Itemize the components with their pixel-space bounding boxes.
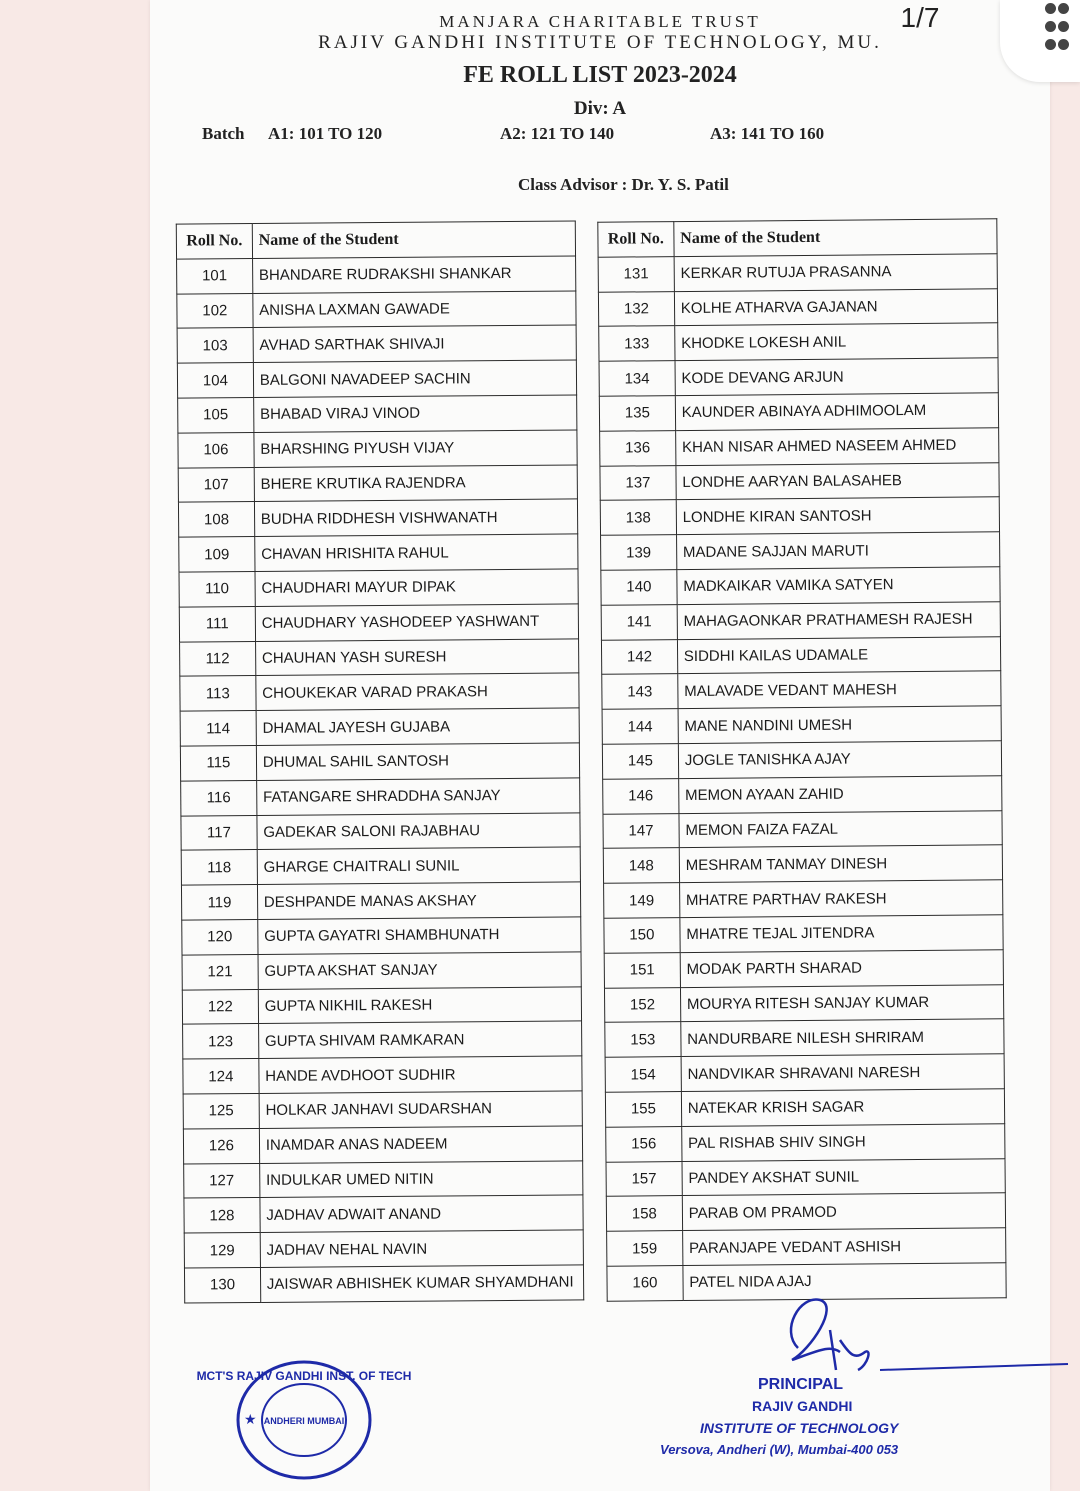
roll-number: 147 — [603, 813, 679, 848]
student-name: BHABAD VIRAJ VINOD — [253, 395, 576, 432]
table-row — [601, 532, 1000, 570]
student-name: KHAN NISAR AHMED NASEEM AHMED — [675, 428, 998, 466]
roll-number: 106 — [178, 432, 254, 467]
roll-number: 101 — [177, 258, 253, 293]
student-name: BUDHA RIDDHESH VISHWANATH — [254, 499, 577, 536]
star-icon: ★ — [244, 1411, 257, 1427]
table-row — [605, 1054, 1004, 1092]
table-row — [178, 499, 577, 537]
table-row — [601, 602, 1000, 640]
roll-number: 137 — [600, 465, 676, 500]
roll-number: 146 — [603, 778, 679, 813]
batch-a3: A3: 141 TO 160 — [710, 124, 825, 143]
student-name: CHAUDHARI MAYUR DIPAK — [255, 569, 578, 606]
roll-number: 113 — [180, 676, 256, 711]
student-name: BHERE KRUTIKA RAJENDRA — [254, 465, 577, 502]
table-row — [181, 812, 580, 850]
roll-number: 104 — [177, 363, 253, 398]
table-header-row — [176, 221, 575, 259]
roll-number: 160 — [607, 1265, 683, 1300]
table-row — [178, 395, 577, 433]
roll-number: 152 — [604, 987, 680, 1022]
roll-number: 125 — [183, 1093, 259, 1128]
roll-number: 149 — [604, 883, 680, 918]
batch-a2: A2: 121 TO 140 — [500, 124, 615, 143]
roll-number: 158 — [606, 1196, 682, 1231]
batch-label: Batch — [202, 124, 245, 143]
roll-number: 156 — [606, 1126, 682, 1161]
student-name: GUPTA SHIVAM RAMKARAN — [258, 1021, 581, 1058]
roll-number: 107 — [178, 467, 254, 502]
roll-number: 131 — [598, 256, 674, 291]
header-student-name: Name of the Student — [252, 221, 575, 258]
student-name: ANISHA LAXMAN GAWADE — [253, 291, 576, 328]
table-row — [603, 845, 1002, 883]
table-row — [606, 1193, 1005, 1231]
student-name: PARAB OM PRAMOD — [682, 1193, 1005, 1231]
roll-number: 133 — [599, 326, 675, 361]
student-name: NANDVIKAR SHRAVANI NARESH — [681, 1054, 1004, 1092]
student-name: BHARSHING PIYUSH VIJAY — [254, 430, 577, 467]
student-name: INAMDAR ANAS NADEEM — [259, 1126, 582, 1163]
student-name: BHANDARE RUDRAKSHI SHANKAR — [252, 256, 575, 293]
table-row — [606, 1158, 1005, 1196]
student-name: PANDEY AKSHAT SUNIL — [682, 1158, 1005, 1196]
roll-number: 127 — [184, 1163, 260, 1198]
table-row — [181, 847, 580, 885]
student-name: JOGLE TANISHKA AJAY — [678, 741, 1001, 779]
table-row — [177, 291, 576, 329]
roll-number: 128 — [184, 1198, 260, 1233]
stamp-line-2: RAJIV GANDHI — [752, 1398, 853, 1414]
roll-number: 117 — [181, 815, 257, 850]
roll-number: 116 — [181, 780, 257, 815]
table-row — [177, 360, 576, 398]
roll-number: 143 — [602, 674, 678, 709]
student-name: AVHAD SARTHAK SHIVAJI — [253, 325, 576, 362]
table-row — [606, 1123, 1005, 1161]
roll-number: 118 — [181, 850, 257, 885]
table-row — [183, 1126, 582, 1164]
student-name: MEMON FAIZA FAZAL — [679, 810, 1002, 848]
table-row — [598, 254, 997, 292]
student-name: MHATRE TEJAL JITENDRA — [680, 915, 1003, 953]
institute-name: RAJIV GANDHI INSTITUTE OF TECHNOLOGY, MU. — [318, 32, 882, 53]
student-name: CHAUDHARY YASHODEEP YASHWANT — [255, 604, 578, 641]
table-row — [182, 952, 581, 990]
student-name: KAUNDER ABINAYA ADHIMOOLAM — [675, 393, 998, 431]
table-row — [182, 917, 581, 955]
table-row — [604, 949, 1003, 987]
student-name: MODAK PARTH SHARAD — [680, 949, 1003, 987]
student-name: MEMON AYAAN ZAHID — [678, 776, 1001, 814]
table-row — [184, 1265, 583, 1303]
table-row — [602, 741, 1001, 779]
table-row — [182, 986, 581, 1024]
roll-number: 103 — [177, 328, 253, 363]
table-row — [601, 567, 1000, 605]
roll-table-right — [597, 218, 1006, 1301]
table-row — [183, 1056, 582, 1094]
table-row — [599, 358, 998, 396]
student-name: NATEKAR KRISH SAGAR — [681, 1089, 1004, 1127]
page-indicator: 1/7 — [900, 2, 940, 33]
table-row — [184, 1160, 583, 1198]
roll-number: 135 — [599, 396, 675, 431]
roll-number: 112 — [180, 641, 256, 676]
batch-a1: A1: 101 TO 120 — [268, 124, 383, 143]
table-row — [181, 882, 580, 920]
student-name: DESHPANDE MANAS AKSHAY — [257, 882, 580, 919]
table-row — [180, 673, 579, 711]
roll-number: 108 — [178, 502, 254, 537]
student-name: MAHAGAONKAR PRATHAMESH RAJESH — [677, 602, 1000, 640]
roll-number: 122 — [182, 989, 258, 1024]
student-name: HOLKAR JANHAVI SUDARSHAN — [259, 1091, 582, 1128]
student-name: FATANGARE SHRADDHA SANJAY — [256, 778, 579, 815]
student-name: CHAUHAN YASH SURESH — [255, 638, 578, 675]
roll-number: 124 — [183, 1059, 259, 1094]
student-name: INDULKAR UMED NITIN — [259, 1160, 582, 1197]
seal-center-text: ANDHERI MUMBAI — [263, 1416, 345, 1426]
stamp-line-3: INSTITUTE OF TECHNOLOGY — [700, 1420, 899, 1436]
student-name: MANE NANDINI UMESH — [678, 706, 1001, 744]
student-name: PATEL NIDA AJAJ — [683, 1263, 1006, 1301]
roll-number: 153 — [605, 1022, 681, 1057]
roll-number: 155 — [605, 1091, 681, 1126]
roll-number: 136 — [600, 430, 676, 465]
roll-number: 114 — [180, 711, 256, 746]
table-row — [181, 778, 580, 816]
student-name: JADHAV ADWAIT ANAND — [260, 1195, 583, 1232]
division-label: Div: A — [573, 98, 627, 119]
table-row — [605, 1089, 1004, 1127]
roll-number: 102 — [177, 293, 253, 328]
table-row — [177, 325, 576, 363]
roll-number: 139 — [601, 535, 677, 570]
table-row — [179, 569, 578, 607]
table-row — [177, 256, 576, 294]
table-row — [183, 1021, 582, 1059]
student-name: CHOUKEKAR VARAD PRAKASH — [256, 673, 579, 710]
roll-table-left — [176, 220, 584, 1303]
student-name: KOLHE ATHARVA GAJANAN — [674, 288, 997, 326]
roll-number: 150 — [604, 918, 680, 953]
grid-dots-icon — [1044, 2, 1072, 56]
table-row — [607, 1228, 1006, 1266]
table-row — [179, 604, 578, 642]
student-name: PARANJAPE VEDANT ASHISH — [682, 1228, 1005, 1266]
student-name: MALAVADE VEDANT MAHESH — [678, 671, 1001, 709]
roll-number: 140 — [601, 570, 677, 605]
student-name: MADKAIKAR VAMIKA SATYEN — [677, 567, 1000, 605]
table-row — [600, 428, 999, 466]
principal-label: PRINCIPAL — [758, 1376, 844, 1393]
student-name: LONDHE AARYAN BALASAHEB — [676, 462, 999, 500]
header-roll-no: Roll No. — [598, 222, 674, 257]
student-name: MESHRAM TANMAY DINESH — [679, 845, 1002, 883]
roll-number: 148 — [603, 848, 679, 883]
student-name: GUPTA GAYATRI SHAMBHUNATH — [258, 917, 581, 954]
table-header-row — [598, 219, 997, 257]
student-name: JAISWAR ABHISHEK KUMAR SHYAMDHANI — [260, 1265, 583, 1302]
roll-number: 129 — [184, 1233, 260, 1268]
table-row — [601, 636, 1000, 674]
table-row — [184, 1230, 583, 1268]
student-name: KERKAR RUTUJA PRASANNA — [674, 254, 997, 292]
table-row — [180, 743, 579, 781]
table-row — [602, 706, 1001, 744]
student-name: JADHAV NEHAL NAVIN — [260, 1230, 583, 1267]
roll-number: 120 — [182, 919, 258, 954]
principal-signature-block — [650, 1290, 990, 1490]
roll-number: 126 — [183, 1128, 259, 1163]
more-options-button[interactable] — [1000, 0, 1080, 82]
class-advisor: Class Advisor : Dr. Y. S. Patil — [518, 175, 729, 194]
student-name: KHODKE LOKESH ANIL — [675, 323, 998, 361]
table-row — [602, 671, 1001, 709]
student-name: MOURYA RITESH SANJAY KUMAR — [680, 984, 1003, 1022]
institute-seal — [196, 1358, 412, 1483]
table-row — [604, 915, 1003, 953]
student-name: MADANE SAJJAN MARUTI — [676, 532, 999, 570]
student-name: GHARGE CHAITRALI SUNIL — [257, 847, 580, 884]
roll-number: 157 — [606, 1161, 682, 1196]
table-row — [605, 1019, 1004, 1057]
table-row — [598, 288, 997, 326]
table-row — [184, 1195, 583, 1233]
student-name: KODE DEVANG ARJUN — [675, 358, 998, 396]
roll-number: 151 — [604, 952, 680, 987]
trust-name: MANJARA CHARITABLE TRUST — [439, 12, 761, 31]
student-name: GUPTA AKSHAT SANJAY — [258, 952, 581, 989]
roll-number: 142 — [601, 639, 677, 674]
table-row — [603, 810, 1002, 848]
table-row — [604, 880, 1003, 918]
roll-number: 110 — [179, 571, 255, 606]
header-roll-no: Roll No. — [176, 223, 252, 258]
roll-number: 115 — [180, 745, 256, 780]
roll-number: 144 — [602, 709, 678, 744]
student-name: DHAMAL JAYESH GUJABA — [256, 708, 579, 745]
table-row — [179, 534, 578, 572]
roll-number: 145 — [602, 744, 678, 779]
roll-number: 159 — [607, 1231, 683, 1266]
roll-number: 109 — [179, 537, 255, 572]
roll-number: 132 — [598, 291, 674, 326]
table-row — [180, 708, 579, 746]
table-row — [183, 1091, 582, 1129]
student-name: MHATRE PARTHAV RAKESH — [679, 880, 1002, 918]
table-row — [180, 638, 579, 676]
table-row — [603, 776, 1002, 814]
roll-number: 119 — [181, 885, 257, 920]
header-student-name: Name of the Student — [674, 219, 997, 257]
table-row — [599, 393, 998, 431]
roll-number: 141 — [601, 604, 677, 639]
student-name: GUPTA NIKHIL RAKESH — [258, 986, 581, 1023]
signature-icon — [650, 1290, 990, 1380]
seal-text: MCT'S RAJIV GANDHI INST. OF TECH — [196, 1369, 412, 1383]
roll-number: 123 — [183, 1024, 259, 1059]
roll-number: 154 — [605, 1057, 681, 1092]
table-row — [178, 430, 577, 468]
roll-number: 138 — [600, 500, 676, 535]
roll-number: 130 — [184, 1267, 260, 1302]
student-name: NANDURBARE NILESH SHRIRAM — [681, 1019, 1004, 1057]
student-name: LONDHE KIRAN SANTOSH — [676, 497, 999, 535]
student-name: CHAVAN HRISHITA RAHUL — [255, 534, 578, 571]
roll-number: 134 — [599, 361, 675, 396]
page-title: FE ROLL LIST 2023-2024 — [463, 62, 737, 88]
table-row — [604, 984, 1003, 1022]
student-name: GADEKAR SALONI RAJABHAU — [257, 812, 580, 849]
student-name: HANDE AVDHOOT SUDHIR — [259, 1056, 582, 1093]
document-page — [150, 0, 1050, 1491]
roll-number: 121 — [182, 954, 258, 989]
table-row — [600, 462, 999, 500]
student-name: SIDDHI KAILAS UDAMALE — [677, 636, 1000, 674]
table-row — [600, 497, 999, 535]
student-name: PAL RISHAB SHIV SINGH — [681, 1123, 1004, 1161]
table-row — [178, 465, 577, 503]
student-name: DHUMAL SAHIL SANTOSH — [256, 743, 579, 780]
table-row — [599, 323, 998, 361]
stamp-line-4: Versova, Andheri (W), Mumbai-400 053 — [660, 1442, 899, 1457]
roll-number: 105 — [178, 397, 254, 432]
student-name: BALGONI NAVADEEP SACHIN — [253, 360, 576, 397]
roll-number: 111 — [179, 606, 255, 641]
